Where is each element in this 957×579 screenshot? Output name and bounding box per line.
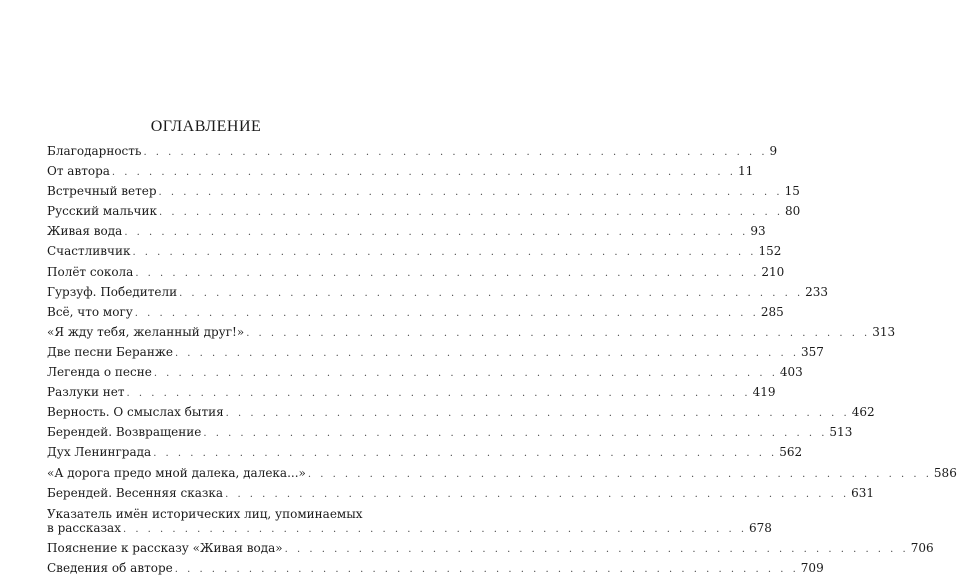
dot-leader: . . . . . . . . . . . . . . . . . . . . . . . . . . . . . . . . . . . . . . . . . . . . . . . . . . . <box>111 167 736 179</box>
toc-entry[interactable] <box>47 383 776 403</box>
toc-entry-title: Живая вода <box>47 224 123 239</box>
dot-leader: . . . . . . . . . . . . . . . . . . . . . . . . . . . . . . . . . . . . . . . . . . . . . . . . . . . <box>174 563 799 575</box>
dot-leader: . . . . . . . . . . . . . . . . . . . . . . . . . . . . . . . . . . . . . . . . . . . . . . . . . . . <box>225 408 850 420</box>
toc-entry[interactable] <box>47 484 875 504</box>
dot-leader: . . . . . . . . . . . . . . . . . . . . . . . . . . . . . . . . . . . . . . . . . . . . . . . . . . . <box>203 428 828 440</box>
toc-entry-title: Легенда о песне <box>47 365 152 380</box>
dot-leader: . . . . . . . . . . . . . . . . . . . . . . . . . . . . . . . . . . . . . . . . . . . . . . . . . . . <box>122 523 748 535</box>
toc-entry[interactable] <box>47 283 829 303</box>
toc-entry-title: Счастливчик <box>47 244 131 259</box>
dot-leader: . . . . . . . . . . . . . . . . . . . . . . . . . . . . . . . . . . . . . . . . . . . . . . . . . . . <box>174 347 800 359</box>
toc-entry[interactable] <box>47 182 800 202</box>
toc-entry-title: Берендей. Весенняя сказка <box>47 485 224 500</box>
toc-entry-page: 631 <box>851 485 875 500</box>
toc-entry-page: 152 <box>758 244 782 259</box>
toc-entry-page: 403 <box>779 365 803 380</box>
dot-leader: . . . . . . . . . . . . . . . . . . . . . . . . . . . . . . . . . . . . . . . . . . . . . . . . . . . <box>134 307 759 319</box>
toc-entry[interactable] <box>47 242 782 262</box>
toc-entry-title: От автора <box>47 164 110 179</box>
toc-entry-page: 233 <box>805 284 829 299</box>
dot-leader: . . . . . . . . . . . . . . . . . . . . . . . . . . . . . . . . . . . . . . . . . . . . . . . . . . . <box>158 207 784 219</box>
toc-entry[interactable] <box>47 222 766 242</box>
toc-entry-page: 11 <box>737 164 754 179</box>
toc-entry-title: Берендей. Возвращение <box>47 425 202 440</box>
toc-entry-page: 709 <box>800 560 824 575</box>
toc-entry[interactable] <box>47 443 803 463</box>
toc-entry-title: Дух Ленинграда <box>47 445 152 460</box>
toc-entry-page: 285 <box>760 304 784 319</box>
toc-entry[interactable] <box>47 142 778 162</box>
toc-entry-title: Указатель имён исторических лиц, упоминаемых <box>47 506 363 521</box>
toc-entry-page: 562 <box>779 445 803 460</box>
toc-entry[interactable] <box>47 162 754 182</box>
toc-entry-page: 419 <box>752 385 776 400</box>
dot-leader: . . . . . . . . . . . . . . . . . . . . . . . . . . . . . . . . . . . . . . . . . . . . . . . . . . . <box>307 468 932 480</box>
toc-entry-title: Всё, что могу <box>47 304 133 319</box>
dot-leader: . . . . . . . . . . . . . . . . . . . . . . . . . . . . . . . . . . . . . . . . . . . . . . . . . . . <box>179 287 804 299</box>
toc-entry[interactable] <box>47 263 785 283</box>
toc-entry[interactable] <box>47 506 772 537</box>
dot-leader: . . . . . . . . . . . . . . . . . . . . . . . . . . . . . . . . . . . . . . . . . . . . . . . . . . . <box>153 368 778 380</box>
toc-entry-page: 462 <box>851 405 875 420</box>
dot-leader: . . . . . . . . . . . . . . . . . . . . . . . . . . . . . . . . . . . . . . . . . . . . . . . . . . . <box>124 227 749 239</box>
dot-leader: . . . . . . . . . . . . . . . . . . . . . . . . . . . . . . . . . . . . . . . . . . . . . . . . . . . <box>158 187 783 199</box>
toc-entry-title-continued: в рассказах <box>47 520 121 535</box>
toc-entry-title: Разлуки нет <box>47 385 125 400</box>
toc-entry-title: Благодарность <box>47 144 142 158</box>
dot-leader: . . . . . . . . . . . . . . . . . . . . . . . . . . . . . . . . . . . . . . . . . . . . . . . . . . . <box>132 247 757 259</box>
toc-entry[interactable] <box>47 403 875 423</box>
toc-entry-title: Верность. О смыслах бытия <box>47 405 224 420</box>
toc-entry-title: Гурзуф. Победители <box>47 284 178 299</box>
toc-entry[interactable] <box>47 464 957 484</box>
toc-entry-title: Две песни Беранже <box>47 344 173 359</box>
toc-entry-title: «А дорога предо мной далека, далека...» <box>47 465 306 480</box>
toc-title: ОГЛАВЛЕНИЕ <box>150 118 262 135</box>
toc-entry-title: «Я жду тебя, желанный друг!» <box>47 324 245 339</box>
toc-entry-page: 313 <box>872 324 896 339</box>
dot-leader: . . . . . . . . . . . . . . . . . . . . . . . . . . . . . . . . . . . . . . . . . . . . . . . . . . . <box>225 488 850 500</box>
dot-leader: . . . . . . . . . . . . . . . . . . . . . . . . . . . . . . . . . . . . . . . . . . . . . . . . . . . <box>135 267 760 279</box>
dot-leader: . . . . . . . . . . . . . . . . . . . . . . . . . . . . . . . . . . . . . . . . . . . . . . . . . . . <box>284 543 909 555</box>
toc-entry[interactable] <box>47 343 824 363</box>
toc-entry-page: 15 <box>784 184 800 199</box>
toc-entry-page: 513 <box>829 425 853 440</box>
dot-leader: . . . . . . . . . . . . . . . . . . . . . . . . . . . . . . . . . . . . . . . . . . . . . . . . . . . <box>246 327 871 339</box>
toc-entry-page: 586 <box>933 465 957 480</box>
toc-entry[interactable] <box>47 559 824 579</box>
toc-entry[interactable] <box>47 202 801 222</box>
toc-entry-title: Встречный ветер <box>47 184 157 199</box>
dot-leader: . . . . . . . . . . . . . . . . . . . . . . . . . . . . . . . . . . . . . . . . . . . . . . . . . . . <box>143 147 768 158</box>
toc-entry[interactable] <box>47 363 803 383</box>
toc-entry-page: 357 <box>801 344 824 359</box>
toc-entry-title: Русский мальчик <box>47 204 157 219</box>
toc-entry[interactable] <box>47 303 784 323</box>
table-of-contents <box>47 142 957 579</box>
toc-entry-page: 9 <box>769 144 778 158</box>
toc-entry[interactable] <box>47 423 853 443</box>
toc-entry[interactable] <box>47 323 896 343</box>
toc-entry-title: Сведения об авторе <box>47 560 173 575</box>
toc-entry-page: 80 <box>785 204 801 219</box>
dot-leader: . . . . . . . . . . . . . . . . . . . . . . . . . . . . . . . . . . . . . . . . . . . . . . . . . . . <box>126 388 751 400</box>
toc-entry-page: 93 <box>750 224 766 239</box>
dot-leader: . . . . . . . . . . . . . . . . . . . . . . . . . . . . . . . . . . . . . . . . . . . . . . . . . . . <box>153 448 778 460</box>
toc-entry-title: Полёт сокола <box>47 264 134 279</box>
toc-entry-page: 706 <box>910 540 934 555</box>
toc-entry-page: 210 <box>761 264 785 279</box>
toc-entry[interactable] <box>47 539 934 559</box>
toc-entry-title: Пояснение к рассказу «Живая вода» <box>47 540 283 555</box>
toc-entry-page: 678 <box>749 520 772 535</box>
